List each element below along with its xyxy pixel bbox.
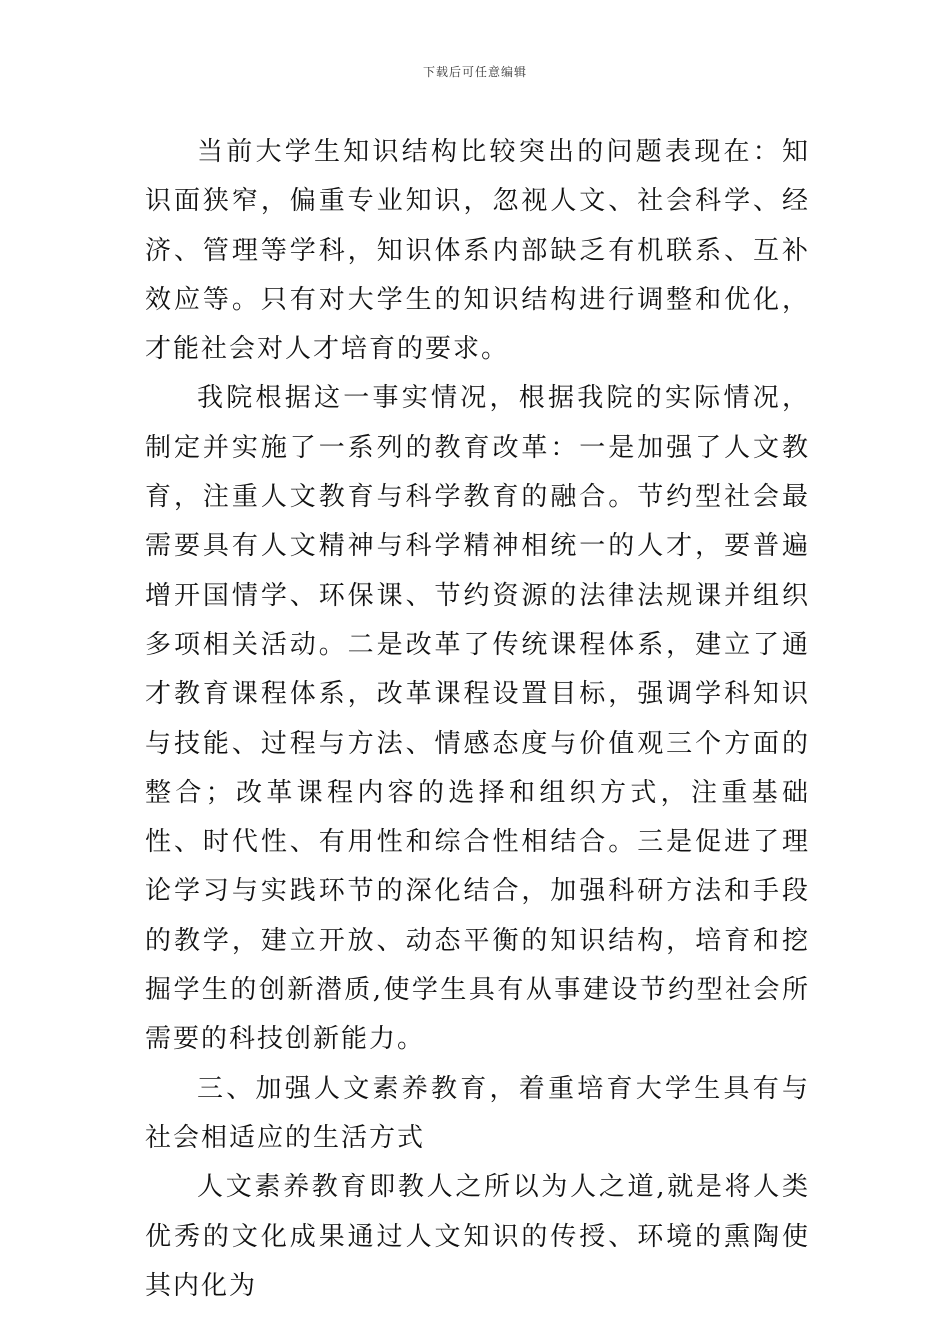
page-header: 下载后可任意编辑 (422, 65, 527, 79)
paragraph-knowledge-structure: 当前大学生知识结构比较突出的问题表现在：知识面狭窄，偏重专业知识，忽视人文、社会科学、经济、管理等学科，知识体系内部缺乏有机联系、互补效应等。只有对大学生的知识结构进行调整和优化，才能社会对人才培育的要求。 (145, 137, 810, 365)
paragraph-education-reform: 我院根据这一事实情况，根据我院的实际情况，制定并实施了一系列的教育改革：一是加强了人文教育，注重人文教育与科学教育的融合。节约型社会最需要具有人文精神与科学精神相统一的人才，要普遍增开国情学、环保课、节约资源的法律法规课并组织多项相关活动。二是改革了传统课程体系，建立了通才教育课程体系，改革课程设置目标，强调学科知识与技能、过程与方法、情感态度与价值观三个方面的整合；改革课程内容的选择和组织方式，注重基础性、时代性、有用性和综合性相结合。三是促进了理论学习与实践环节的深化结合，加强科研方法和手段的教学，建立开放、动态平衡的知识结构，培育和挖掘学生的创新潜质,使学生具有从事建设节约型社会所需要的科技创新能力。 (145, 383, 810, 1055)
paragraph-humanities-education: 人文素养教育即教人之所以为人之道,就是将人类优秀的文化成果通过人文知识的传授、环境的熏陶使其内化为 (145, 1172, 810, 1301)
section-heading-humanities: 三、加强人文素养教育，着重培育大学生具有与社会相适应的生活方式 (145, 1073, 810, 1153)
document-body (145, 128, 810, 1311)
